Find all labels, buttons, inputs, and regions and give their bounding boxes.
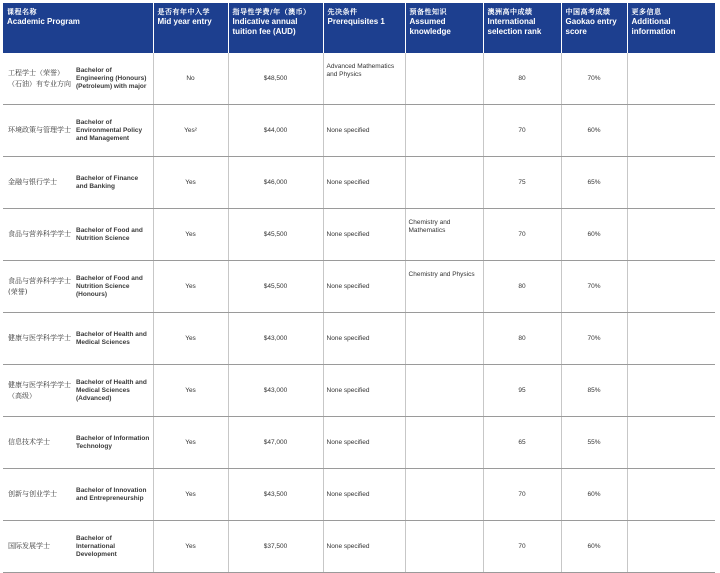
header-prereq-en: Prerequisites 1 xyxy=(327,17,385,26)
tuition-cell: $43,500 xyxy=(228,469,323,521)
table-row xyxy=(3,105,715,157)
prereq-cell: None specified xyxy=(323,261,405,313)
tuition-cell: $47,000 xyxy=(228,417,323,469)
prereq-cell: None specified xyxy=(323,209,405,261)
header-tuition-zh: 指导性学费/年（澳币） xyxy=(232,8,311,16)
info-cell xyxy=(627,157,715,209)
mid-year-cell: Yes xyxy=(153,261,228,313)
tuition-cell: $43,000 xyxy=(228,365,323,417)
header-gaokao-en: Gaokao entry score xyxy=(565,17,617,36)
mid-year-cell: Yes xyxy=(153,157,228,209)
header-info-en: Additional information xyxy=(631,17,676,36)
header-intl-rank xyxy=(483,3,561,53)
table-row xyxy=(3,313,715,365)
gaokao-cell: 65% xyxy=(561,157,627,209)
table-row xyxy=(3,469,715,521)
info-cell xyxy=(627,209,715,261)
prereq-cell: None specified xyxy=(323,157,405,209)
assumed-cell xyxy=(405,417,483,469)
assumed-cell: Chemistry and Physics xyxy=(405,261,483,313)
table-row xyxy=(3,157,715,209)
info-cell xyxy=(627,417,715,469)
info-cell xyxy=(627,261,715,313)
info-cell xyxy=(627,105,715,157)
info-cell xyxy=(627,521,715,573)
header-assumed xyxy=(405,3,483,53)
program-en-cell: Bachelor of Innovation and Entrepreneurship xyxy=(73,469,153,521)
program-en-cell: Bachelor of Health and Medical Sciences xyxy=(73,313,153,365)
tuition-cell: $37,500 xyxy=(228,521,323,573)
intl-rank-cell: 80 xyxy=(483,53,561,105)
assumed-cell xyxy=(405,157,483,209)
header-intl-rank-en: International selection rank xyxy=(487,17,542,36)
info-cell xyxy=(627,53,715,105)
program-zh-cell: 食品与营养科学学士 xyxy=(3,209,73,261)
program-en-cell: Bachelor of Information Technology xyxy=(73,417,153,469)
header-info xyxy=(627,3,715,53)
gaokao-cell: 70% xyxy=(561,313,627,365)
header-prereq xyxy=(323,3,405,53)
mid-year-cell: Yes xyxy=(153,313,228,365)
gaokao-cell: 60% xyxy=(561,209,627,261)
prereq-cell: None specified xyxy=(323,365,405,417)
info-cell xyxy=(627,313,715,365)
intl-rank-cell: 95 xyxy=(483,365,561,417)
mid-year-cell: Yes xyxy=(153,365,228,417)
gaokao-cell: 60% xyxy=(561,521,627,573)
assumed-cell xyxy=(405,469,483,521)
intl-rank-cell: 70 xyxy=(483,209,561,261)
program-zh-cell: 环境政策与管理学士 xyxy=(3,105,73,157)
intl-rank-cell: 75 xyxy=(483,157,561,209)
program-zh-cell: 创新与创业学士 xyxy=(3,469,73,521)
prereq-cell: None specified xyxy=(323,417,405,469)
tuition-cell: $46,000 xyxy=(228,157,323,209)
header-program-en: Academic Program xyxy=(7,17,80,26)
tuition-cell: $44,000 xyxy=(228,105,323,157)
intl-rank-cell: 70 xyxy=(483,105,561,157)
assumed-cell xyxy=(405,521,483,573)
tuition-cell: $45,500 xyxy=(228,261,323,313)
mid-year-cell: Yes xyxy=(153,209,228,261)
tuition-cell: $45,500 xyxy=(228,209,323,261)
header-gaokao xyxy=(561,3,627,53)
intl-rank-cell: 65 xyxy=(483,417,561,469)
assumed-cell: Chemistry and Mathematics xyxy=(405,209,483,261)
tuition-cell: $43,000 xyxy=(228,313,323,365)
info-cell xyxy=(627,469,715,521)
intl-rank-cell: 70 xyxy=(483,469,561,521)
program-en-cell: Bachelor of Food and Nutrition Science (Honours) xyxy=(73,261,153,313)
mid-year-cell: No xyxy=(153,53,228,105)
gaokao-cell: 70% xyxy=(561,261,627,313)
program-en-cell: Bachelor of Health and Medical Sciences (Advanced) xyxy=(73,365,153,417)
table-body xyxy=(3,53,715,573)
program-zh-cell: 健康与医学科学学士（高级） xyxy=(3,365,73,417)
gaokao-cell: 60% xyxy=(561,469,627,521)
table-row xyxy=(3,209,715,261)
prereq-cell: None specified xyxy=(323,105,405,157)
header-program xyxy=(3,3,153,53)
prereq-cell: None specified xyxy=(323,313,405,365)
program-en-cell: Bachelor of Engineering (Honours) (Petroleum) with major xyxy=(73,53,153,105)
header-mid-year xyxy=(153,3,228,53)
program-en-cell: Bachelor of International Development xyxy=(73,521,153,573)
tuition-cell: $48,500 xyxy=(228,53,323,105)
info-cell xyxy=(627,365,715,417)
gaokao-cell: 60% xyxy=(561,105,627,157)
program-zh-cell: 国际发展学士 xyxy=(3,521,73,573)
program-zh-cell: 食品与营养科学学士(荣誉) xyxy=(3,261,73,313)
program-en-cell: Bachelor of Environmental Policy and Management xyxy=(73,105,153,157)
gaokao-cell: 70% xyxy=(561,53,627,105)
table-row xyxy=(3,417,715,469)
header-prereq-zh: 先决条件 xyxy=(327,8,358,16)
assumed-cell xyxy=(405,105,483,157)
header-gaokao-zh: 中国高考成绩 xyxy=(565,8,611,16)
header-intl-rank-zh: 澳洲高中成绩 xyxy=(487,8,533,16)
mid-year-cell: Yes xyxy=(153,417,228,469)
mid-year-cell: Yes xyxy=(153,469,228,521)
header-info-zh: 更多信息 xyxy=(631,8,662,16)
program-zh-cell: 工程学士（荣誉）（石油）有专业方向 xyxy=(3,53,73,105)
header-assumed-en: Assumed knowledge xyxy=(409,17,451,36)
assumed-cell xyxy=(405,365,483,417)
program-en-cell: Bachelor of Food and Nutrition Science xyxy=(73,209,153,261)
table-header xyxy=(3,3,715,53)
mid-year-cell: Yes xyxy=(153,521,228,573)
program-zh-cell: 金融与银行学士 xyxy=(3,157,73,209)
header-mid-year-en: Mid year entry xyxy=(157,17,212,26)
header-mid-year-zh: 是否有年中入学 xyxy=(157,8,211,16)
program-en-cell: Bachelor of Finance and Banking xyxy=(73,157,153,209)
program-zh-cell: 健康与医学科学学士 xyxy=(3,313,73,365)
table-row xyxy=(3,53,715,105)
prereq-cell: None specified xyxy=(323,521,405,573)
mid-year-cell: Yes² xyxy=(153,105,228,157)
program-zh-cell: 信息技术学士 xyxy=(3,417,73,469)
assumed-cell xyxy=(405,53,483,105)
table-row xyxy=(3,365,715,417)
table-row xyxy=(3,521,715,573)
intl-rank-cell: 80 xyxy=(483,261,561,313)
intl-rank-cell: 70 xyxy=(483,521,561,573)
header-tuition-en: Indicative annual tuition fee (AUD) xyxy=(232,17,298,36)
programs-table xyxy=(3,3,715,573)
header-assumed-zh: 预备性知识 xyxy=(409,8,448,16)
prereq-cell: None specified xyxy=(323,469,405,521)
gaokao-cell: 85% xyxy=(561,365,627,417)
header-program-zh: 课程名称 xyxy=(7,8,37,16)
intl-rank-cell: 80 xyxy=(483,313,561,365)
prereq-cell: Advanced Mathematics and Physics xyxy=(323,53,405,105)
assumed-cell xyxy=(405,313,483,365)
table-row xyxy=(3,261,715,313)
header-tuition xyxy=(228,3,323,53)
gaokao-cell: 55% xyxy=(561,417,627,469)
